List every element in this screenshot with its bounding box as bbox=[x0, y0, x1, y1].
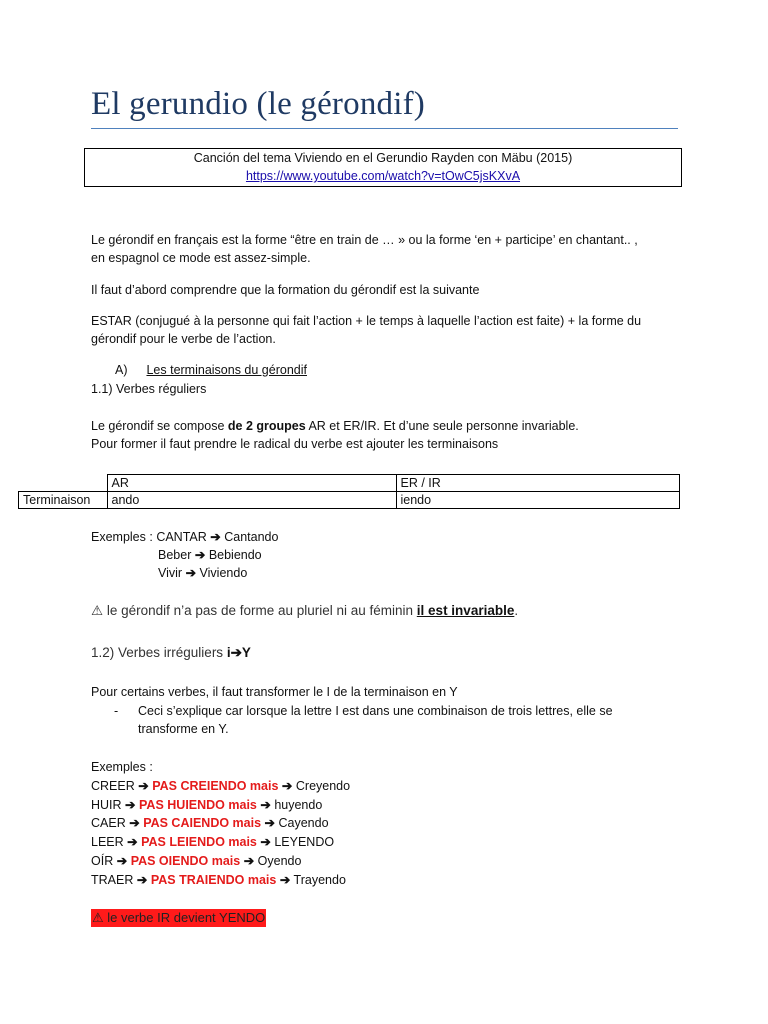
arrow-icon: ➔ bbox=[279, 872, 291, 887]
section-a-title: Les terminaisons du gérondif bbox=[146, 363, 307, 377]
wrong-form: PAS OIENDO mais bbox=[130, 853, 241, 868]
arrow-icon: ➔ bbox=[230, 645, 242, 660]
wrong-form: PAS CAIENDO mais bbox=[143, 816, 262, 831]
intro-p3-line2: gérondif pour le verbe de l’action. bbox=[91, 332, 276, 346]
arrow-icon: ➔ bbox=[243, 853, 255, 868]
arrow-icon: ➔ bbox=[264, 816, 276, 831]
example-result: Bebiendo bbox=[208, 548, 262, 562]
wrong-form: PAS CREIENDO mais bbox=[152, 778, 279, 793]
example-row bbox=[91, 546, 278, 564]
warning-emphasis: il est invariable bbox=[416, 603, 515, 618]
arrow-icon: ➔ bbox=[116, 853, 128, 868]
table-cell-er-ir: iendo bbox=[396, 492, 679, 509]
list-item bbox=[91, 852, 350, 871]
subsection-1-2-i: i bbox=[226, 645, 231, 660]
subsection-1-2-text: 1.2) Verbes irréguliers bbox=[91, 645, 227, 660]
examples-irregular-label: Exemples : bbox=[91, 760, 153, 774]
table-cell-ar: ando bbox=[107, 492, 396, 509]
intro-paragraph-3 bbox=[91, 312, 641, 348]
song-caption: Canción del tema Viviendo en el Gerundio Rayden con Mäbu (2015) bbox=[193, 151, 573, 165]
arrow-icon: ➔ bbox=[125, 797, 136, 812]
examples-irregular bbox=[91, 758, 350, 890]
example-result: Cayendo bbox=[278, 816, 329, 831]
example-result: Creyendo bbox=[295, 778, 351, 793]
song-reference-box bbox=[84, 148, 682, 187]
bullet-text bbox=[138, 702, 613, 738]
subsection-1-2-y: Y bbox=[241, 645, 251, 660]
example-verb: Vivir bbox=[158, 566, 183, 580]
example-verb: CAER bbox=[91, 816, 126, 831]
example-verb: CREER bbox=[91, 778, 135, 793]
table-row bbox=[19, 492, 680, 509]
groups-paragraph bbox=[91, 417, 579, 453]
section-a-heading bbox=[115, 361, 307, 379]
wrong-form: PAS LEIENDO mais bbox=[141, 835, 257, 850]
warning-icon: ⚠ bbox=[92, 910, 104, 925]
list-item bbox=[91, 777, 350, 796]
bullet-line2: transforme en Y. bbox=[138, 722, 229, 736]
arrow-icon: ➔ bbox=[194, 548, 206, 562]
example-verb: CANTAR bbox=[156, 530, 207, 544]
arrow-icon: ➔ bbox=[136, 872, 148, 887]
example-row bbox=[91, 528, 278, 546]
terminations-table bbox=[18, 474, 680, 509]
example-verb: Beber bbox=[158, 548, 192, 562]
list-item bbox=[91, 833, 350, 852]
table-header-row bbox=[19, 475, 680, 492]
example-result: huyendo bbox=[274, 797, 323, 812]
bullet-line1: Ceci s’explique car lorsque la lettre I est dans une combinaison de trois lettres, elle se bbox=[138, 704, 613, 718]
example-verb: TRAER bbox=[91, 872, 134, 887]
arrow-icon: ➔ bbox=[281, 778, 293, 793]
groups-prefix: Le gérondif se compose bbox=[91, 419, 228, 433]
table-header-er-ir: ER / IR bbox=[396, 475, 679, 492]
example-result: Cantando bbox=[224, 530, 279, 544]
example-verb: LEER bbox=[91, 835, 124, 850]
warning-end: . bbox=[514, 603, 519, 618]
title-underline-rule bbox=[91, 128, 678, 129]
list-item bbox=[91, 871, 350, 890]
example-verb: OÍR bbox=[91, 853, 114, 868]
ir-warning-text: le verbe IR devient YENDO bbox=[103, 910, 266, 925]
section-a-marker: A) bbox=[115, 363, 128, 377]
example-row bbox=[91, 564, 278, 582]
arrow-icon: ➔ bbox=[185, 566, 197, 580]
subsection-1-1: 1.1) Verbes réguliers bbox=[91, 382, 207, 396]
example-result: Viviendo bbox=[199, 566, 248, 580]
invariable-warning bbox=[91, 603, 518, 619]
warning-text: le gérondif n’a pas de forme au pluriel ni au féminin bbox=[103, 603, 417, 618]
table-header-ar: AR bbox=[107, 475, 396, 492]
groups-bold: de 2 groupes bbox=[227, 419, 306, 433]
examples-label: Exemples : bbox=[91, 530, 157, 544]
arrow-icon: ➔ bbox=[260, 797, 271, 812]
irregular-intro: Pour certains verbes, il faut transformer le I de la terminaison en Y bbox=[91, 685, 458, 699]
arrow-icon: ➔ bbox=[260, 835, 271, 850]
table-empty-cell bbox=[19, 475, 108, 492]
table-row-label: Terminaison bbox=[19, 492, 108, 509]
example-verb: HUIR bbox=[91, 797, 122, 812]
example-result: LEYENDO bbox=[274, 835, 335, 850]
arrow-icon: ➔ bbox=[129, 816, 140, 831]
examples-regular bbox=[91, 528, 278, 582]
ir-verb-warning bbox=[91, 909, 266, 927]
warning-icon: ⚠ bbox=[91, 603, 104, 618]
subsection-1-2 bbox=[91, 645, 251, 661]
page-title: El gerundio (le gérondif) bbox=[91, 86, 425, 122]
list-item bbox=[91, 814, 350, 833]
intro-paragraph-1 bbox=[91, 231, 638, 267]
arrow-icon: ➔ bbox=[127, 835, 138, 850]
youtube-link[interactable]: https://www.youtube.com/watch?v=tOwC5jsKXvA bbox=[245, 169, 521, 183]
intro-p1-line2: en espagnol ce mode est assez-simple. bbox=[91, 251, 311, 265]
intro-paragraph-2: Il faut d’abord comprendre que la formation du gérondif est la suivante bbox=[91, 283, 480, 297]
bullet-marker: - bbox=[114, 704, 119, 718]
wrong-form: PAS TRAIENDO mais bbox=[150, 872, 277, 887]
list-item bbox=[91, 796, 350, 815]
intro-p3-line1: ESTAR (conjugué à la personne qui fait l’action + le temps à laquelle l’action est faite) + la forme du bbox=[91, 314, 642, 328]
wrong-form: PAS HUIENDO mais bbox=[139, 797, 257, 812]
groups-line2: Pour former il faut prendre le radical du verbe est ajouter les terminaisons bbox=[91, 437, 499, 451]
intro-p1-line1: Le gérondif en français est la forme “être en train de … » ou la forme ‘en + participe’ en chantant.. , bbox=[91, 233, 638, 247]
arrow-icon: ➔ bbox=[210, 530, 221, 544]
groups-suffix: AR et ER/IR. Et d’une seule personne invariable. bbox=[305, 419, 579, 433]
example-result: Oyendo bbox=[257, 853, 302, 868]
arrow-icon: ➔ bbox=[138, 778, 149, 793]
example-result: Trayendo bbox=[293, 872, 346, 887]
